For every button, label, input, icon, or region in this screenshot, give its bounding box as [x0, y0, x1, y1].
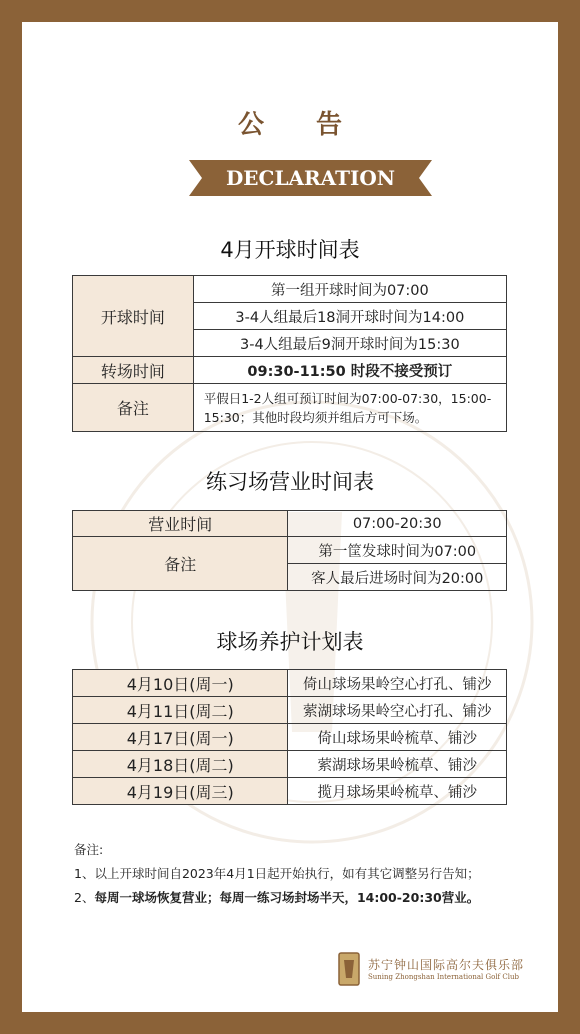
- tee-schedule-table: [72, 275, 507, 432]
- range-remark-label: 备注: [73, 537, 288, 591]
- notice-title: 公告: [237, 110, 394, 140]
- table-row: [73, 697, 507, 724]
- transfer-value: 09:30-11:50 时段不接受预订: [193, 357, 506, 384]
- maintenance-task: 倚山球场果岭梳草、铺沙: [288, 724, 507, 751]
- maintenance-date: 4月18日(周二): [73, 751, 288, 778]
- range-schedule-table: [72, 510, 507, 591]
- tee-line-3: 3-4人组最后9洞开球时间为15:30: [193, 330, 506, 357]
- maintenance-task: 倚山球场果岭空心打孔、铺沙: [288, 670, 507, 697]
- tee-remark-label: 备注: [73, 384, 194, 432]
- table-row: [73, 751, 507, 778]
- range-remark-line-2: 客人最后进场时间为20:00: [288, 564, 507, 591]
- notes-line-1: 1、以上开球时间自2023年4月1日起开始执行，如有其它调整另行告知；: [74, 866, 480, 881]
- notes-line-2: [74, 886, 544, 910]
- maintenance-date: 4月10日(周一): [73, 670, 288, 697]
- notes-heading: 备注:: [74, 842, 104, 857]
- club-name-cn: 苏宁钟山国际高尔夫俱乐部: [368, 958, 525, 972]
- declaration-banner: [189, 160, 432, 196]
- range-hours-label: 营业时间: [73, 511, 288, 537]
- notes-block: [74, 838, 544, 910]
- maintenance-task: 揽月球场果岭梳草、铺沙: [288, 778, 507, 805]
- table-row: [73, 724, 507, 751]
- club-logo-icon: [338, 952, 360, 986]
- tee-line-1: 第一组开球时间为07:00: [193, 276, 506, 303]
- tee-line-2: 3-4人组最后18洞开球时间为14:00: [193, 303, 506, 330]
- maintenance-title: 球场养护计划表: [216, 630, 364, 654]
- maintenance-date: 4月17日(周一): [73, 724, 288, 751]
- tee-schedule-title: 4月开球时间表: [220, 238, 360, 262]
- maintenance-table: [72, 669, 507, 805]
- tee-remark-value: 平假日1-2人组可预订时间为07:00-07:30，15:00-15:30；其他时段均须并组后方可下场。: [193, 384, 506, 432]
- maintenance-task: 萦湖球场果岭空心打孔、铺沙: [288, 697, 507, 724]
- tee-time-label: 开球时间: [73, 276, 194, 357]
- table-row: [73, 670, 507, 697]
- notes-line-2-bold: 每周一球场恢复营业；每周一练习场封场半天，14:00-20:30营业。: [94, 890, 480, 905]
- transfer-label: 转场时间: [73, 357, 194, 384]
- maintenance-date: 4月19日(周三): [73, 778, 288, 805]
- range-schedule-title: 练习场营业时间表: [206, 470, 374, 494]
- club-name-en: Suning Zhongshan International Golf Club: [368, 973, 519, 981]
- range-remark-line-1: 第一筐发球时间为07:00: [288, 537, 507, 564]
- notes-line-2-prefix: 2、: [74, 890, 95, 905]
- notice-panel: [22, 22, 558, 1012]
- maintenance-task: 萦湖球场果岭梳草、铺沙: [288, 751, 507, 778]
- range-hours-value: 07:00-20:30: [288, 511, 507, 537]
- table-row: [73, 778, 507, 805]
- maintenance-date: 4月11日(周二): [73, 697, 288, 724]
- declaration-text: DECLARATION: [225, 166, 396, 190]
